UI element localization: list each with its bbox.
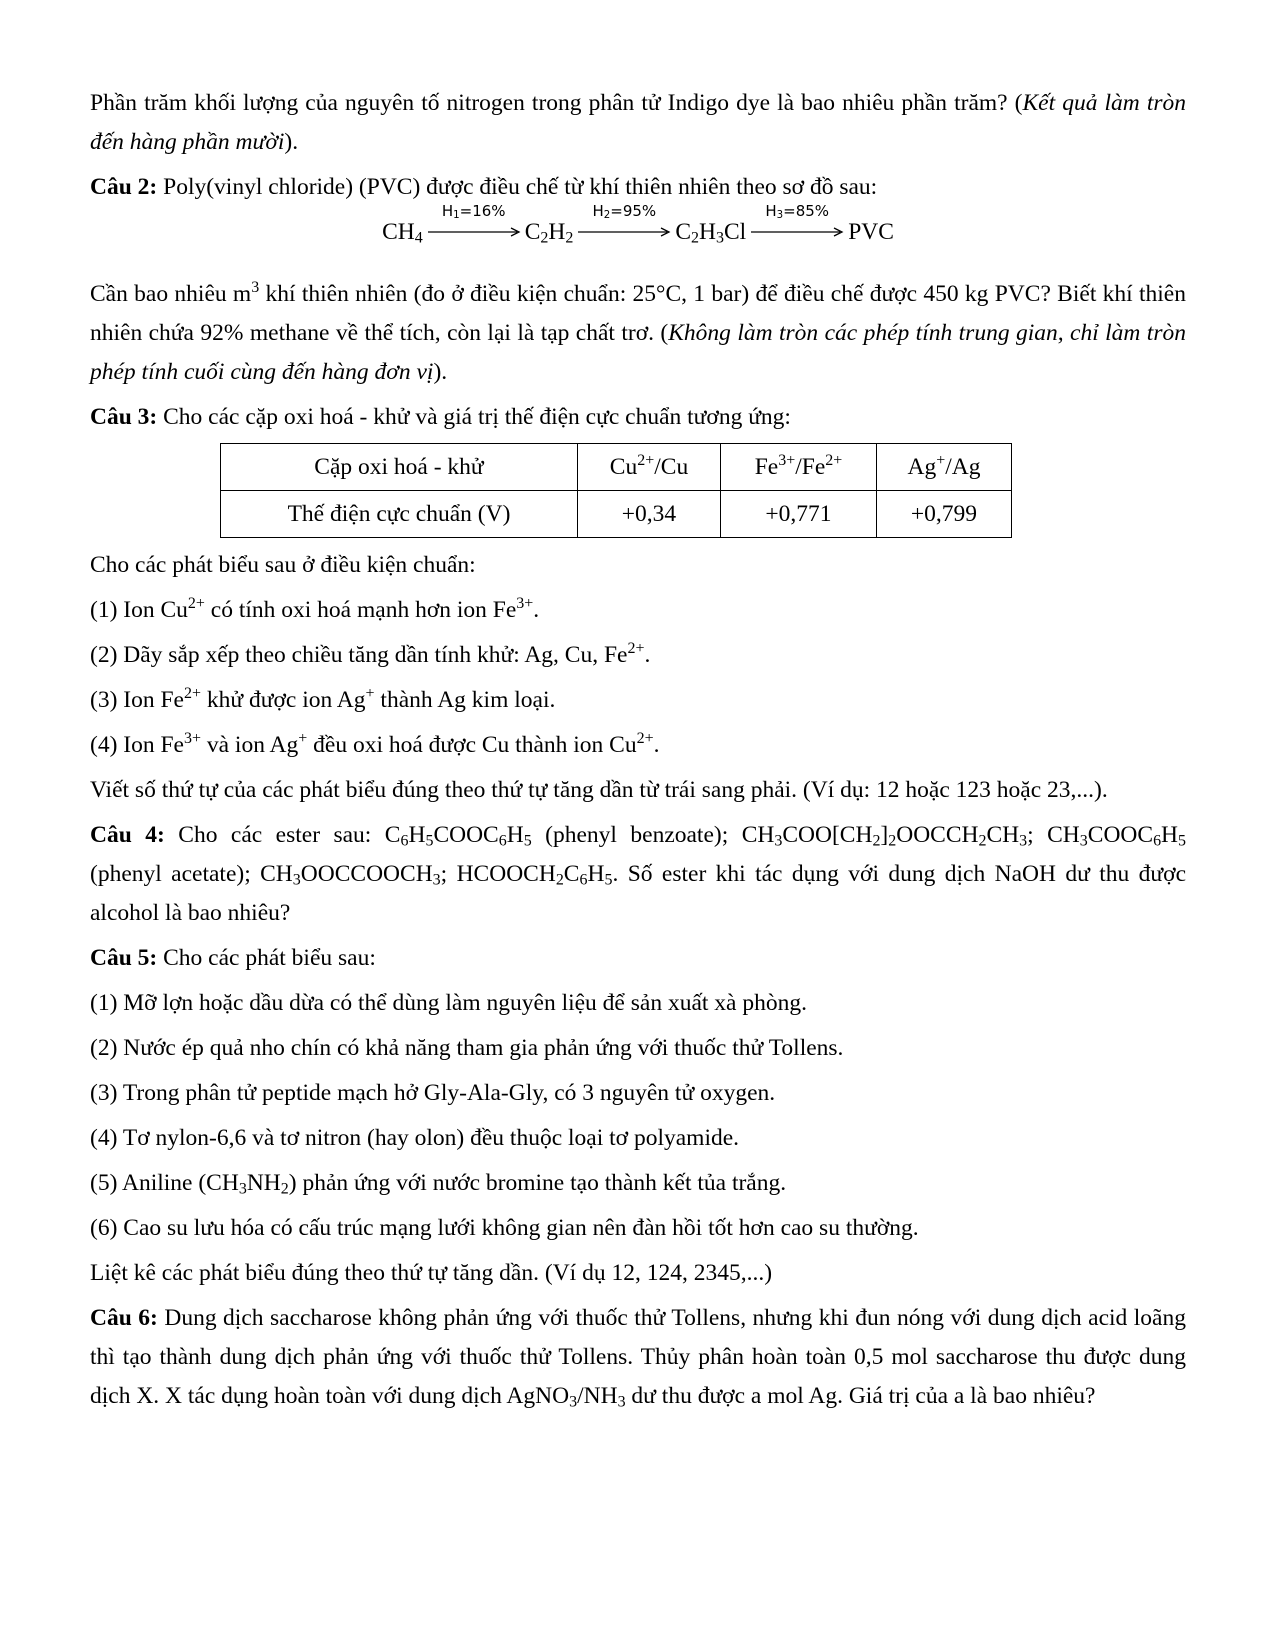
table-cell: Thế điện cực chuẩn (V) bbox=[221, 491, 578, 538]
document-page bbox=[90, 84, 1186, 1422]
question-3-lead: Cho các phát biểu sau ở điều kiện chuẩn: bbox=[90, 552, 476, 578]
statement-6: (6) Cao su lưu hóa có cấu trúc mạng lưới không gian nên đàn hồi tốt hơn cao su thường. bbox=[90, 1215, 919, 1241]
statement-4: (4) Tơ nylon-6,6 và tơ nitron (hay olon) đều thuộc loại tơ polyamide. bbox=[90, 1125, 740, 1151]
arrow-right-icon bbox=[577, 227, 671, 237]
species-vinyl-chloride: $C_2H_3Cl$ bbox=[675, 219, 747, 247]
statement-4: (4) Ion $Fe^{3+}$ và ion Ag+ đều oxi hoá được Cu thành ion $Cu^{2+}$. bbox=[90, 730, 660, 758]
question-5-ask: Liệt kê các phát biểu đúng theo thứ tự tăng dần. (Ví dụ 12, 124, 2345,...) bbox=[90, 1260, 773, 1286]
table-cell: $Cu^{2+}/Cu$ bbox=[578, 444, 721, 491]
intro-paragraph: Phần trăm khối lượng của nguyên tố nitrogen trong phân tử Indigo dye là bao nhiêu phần trăm? (Kết quả làm tròn đến hàng phần mười). bbox=[90, 90, 1186, 155]
statement-1: (1) Mỡ lợn hoặc dầu dừa có thể dùng làm nguyên liệu để sản xuất xà phòng. bbox=[90, 990, 807, 1016]
statement-3: (3) Trong phân tử peptide mạch hở Gly-Ala-Gly, có 3 nguyên tử oxygen. bbox=[90, 1080, 776, 1106]
species-methane: $CH_4$ bbox=[382, 219, 423, 247]
species-pvc: PVC bbox=[848, 219, 894, 245]
species-acetylene: $C_2H_2$ bbox=[524, 219, 574, 247]
intro-note: Kết quả làm tròn đến hàng phần mười bbox=[90, 90, 1186, 155]
question-3-ask: Viết số thứ tự của các phát biểu đúng theo thứ tự tăng dần từ trái sang phải. (Ví dụ: 12 hoặc 123 hoặc 23,...). bbox=[90, 777, 1108, 803]
question-4: Câu 4: Cho các ester sau: $C_6H_5COOC_6H_5$ (phenyl benzoate); $CH_3COO[CH_2]_2OOCCH_2CH_3$; $CH_3COOC_6H_5$ (phenyl acetate); $CH_3OOCCOOCH_3$; $HCOOCH_2C_6H_5$. Số ester khi tác dụng với dung dịch NaOH dư thu được alcohol là bao nhiêu? bbox=[90, 822, 1187, 926]
statement-1: (1) Ion $Cu^{2+}$ có tính oxi hoá mạnh hơn ion $Fe^{3+}$. bbox=[90, 595, 540, 623]
table-header-row bbox=[221, 444, 1012, 491]
statement-3: (3) Ion $Fe^{2+}$ khử được ion Ag+ thành Ag kim loại. bbox=[90, 685, 556, 713]
table-cell: +0,799 bbox=[877, 491, 1012, 538]
question-label: Câu 4: bbox=[90, 822, 165, 848]
arrow-right-icon bbox=[750, 227, 844, 237]
question-3: Câu 3: Cho các cặp oxi hoá - khử và giá trị thế điện cực chuẩn tương ứng: bbox=[90, 404, 791, 430]
question-6: Câu 6: Dung dịch saccharose không phản ứng với thuốc thử Tollens, nhưng khi đun nóng với dung dịch acid loãng thì tạo thành dung dịch phản ứng với thuốc thử Tollens. Thủy phân hoàn toàn 0,5 mol saccharose thu được dung dịch X. X tác dụng hoàn toàn với dung dịch $AgNO_3/NH_3$ dư thu được a mol Ag. Giá trị của a là bao nhiêu? bbox=[90, 1305, 1186, 1411]
yield-h3-label: $H_3=85\%$ bbox=[765, 202, 830, 222]
arrow-h2 bbox=[577, 202, 671, 239]
question-label: Câu 6: bbox=[90, 1305, 158, 1331]
table-cell: Ag+/Ag bbox=[877, 444, 1012, 491]
yield-h2-label: $H_2=95\%$ bbox=[592, 202, 657, 222]
table-cell: $Fe^{3+}/Fe^{2+}$ bbox=[721, 444, 877, 491]
reaction-scheme bbox=[90, 202, 1186, 267]
question-2-note: Không làm tròn các phép tính trung gian, chỉ làm tròn phép tính cuối cùng đến hàng đơn vị bbox=[90, 320, 1186, 385]
question-label: Câu 3: bbox=[90, 404, 158, 430]
table-cell: Cặp oxi hoá - khử bbox=[221, 444, 578, 491]
statement-2: (2) Dãy sắp xếp theo chiều tăng dần tính khử: Ag, Cu, $Fe^{2+}$. bbox=[90, 640, 651, 668]
arrow-h3 bbox=[750, 202, 844, 239]
redox-potential-table bbox=[220, 443, 1012, 538]
question-2-body: Cần bao nhiêu $m^3$ khí thiên nhiên (đo ở điều kiện chuẩn: 25°C, 1 bar) để điều chế được 450 kg PVC? Biết khí thiên nhiên chứa 92% methane về thể tích, còn lại là tạp chất trơ. (Không làm tròn các phép tính trung gian, chỉ làm tròn phép tính cuối cùng đến hàng đơn vị). bbox=[90, 279, 1186, 385]
statement-2: (2) Nước ép quả nho chín có khả năng tham gia phản ứng với thuốc thử Tollens. bbox=[90, 1035, 844, 1061]
arrow-right-icon bbox=[427, 227, 521, 237]
question-label: Câu 2: bbox=[90, 174, 158, 200]
question-2: Câu 2: Poly(vinyl chloride) (PVC) được điều chế từ khí thiên nhiên theo sơ đồ sau: bbox=[90, 174, 878, 200]
question-5: Câu 5: Cho các phát biểu sau: bbox=[90, 945, 376, 971]
arrow-h1 bbox=[427, 202, 521, 239]
table-cell: +0,34 bbox=[578, 491, 721, 538]
yield-h1-label: $H_1=16\%$ bbox=[441, 202, 506, 222]
question-label: Câu 5: bbox=[90, 945, 158, 971]
table-row bbox=[221, 491, 1012, 538]
statement-5: (5) Aniline $(CH_3NH_2)$ phản ứng với nước bromine tạo thành kết tủa trắng. bbox=[90, 1170, 787, 1198]
table-cell: +0,771 bbox=[721, 491, 877, 538]
